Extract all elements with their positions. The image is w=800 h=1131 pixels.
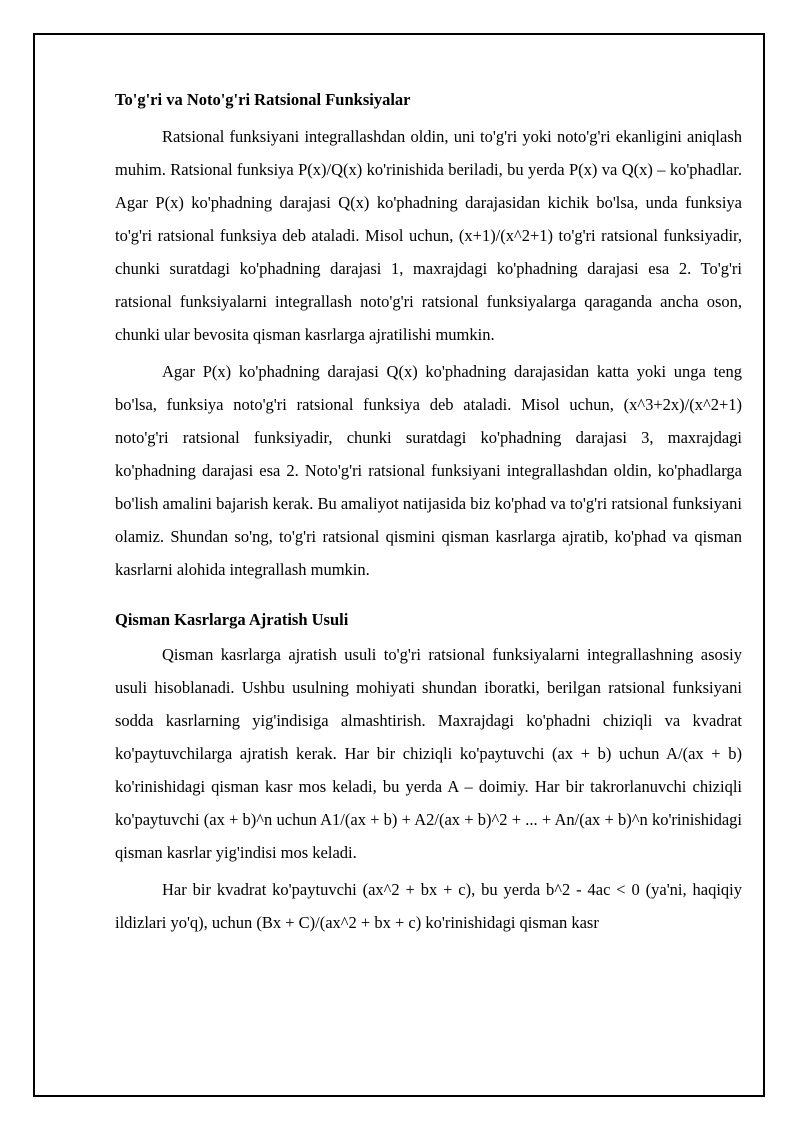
paragraph-quadratic-factor: Har bir kvadrat ko'paytuvchi (ax^2 + bx + c), bu yerda b^2 - 4ac < 0 (ya'ni, haqiqiy ildizlari yo'q), uchun (Bx + C)/(ax^2 + bx + c) ko'rinishidagi qisman kasr (115, 880, 742, 932)
paragraph-improper-rational: Agar P(x) ko'phadning darajasi Q(x) ko'phadning darajasidan katta yoki unga teng bo'lsa, funksiya noto'g'ri ratsional funksiya deb ataladi. Misol uchun, (x^3+2x)/(x^2+1) noto'g'ri ratsional funksiyadir, chunki suratdagi ko'phadning darajasi 3, maxrajdagi ko'phadning darajasi esa 2. Noto'g'ri ratsional funksiyani integrallashdan oldin, ko'phadlarga bo'lish amalini bajarish kerak. Bu amaliyot natijasida biz ko'phad va to'g'ri ratsional funksiyani olamiz. Shundan so'ng, to'g'ri ratsional qismini qisman kasrlarga ajratib, ko'phad va qisman kasrlarni alohida integrallash mumkin. (115, 362, 742, 579)
paragraph-partial-fractions-method: Qisman kasrlarga ajratish usuli to'g'ri ratsional funksiyalarni integrallashning asosiy usuli hisoblanadi. Ushbu usulning mohiyati shundan iboratki, berilgan ratsional funksiyani sodda kasrlarning yig'indisiga almashtirish. Maxrajdagi ko'phadni chiziqli va kvadrat ko'paytuvchilarga ajratish kerak. Har bir chiziqli ko'paytuvchi (ax + b) uchun A/(ax + b) ko'rinishidagi qisman kasr mos keladi, bu yerda A – doimiy. Har bir takrorlanuvchi chiziqli ko'paytuvchi (ax + b)^n uchun A1/(ax + b) + A2/(ax + b)^2 + ... + An/(ax + b)^n ko'rinishidagi qisman kasrlar yig'indisi mos keladi. (115, 645, 742, 862)
section-heading-partial-fractions: Qisman Kasrlarga Ajratish Usuli (115, 610, 349, 629)
section-heading-proper-improper: To'g'ri va Noto'g'ri Ratsional Funksiyalar (115, 90, 411, 109)
paragraph-proper-rational: Ratsional funksiyani integrallashdan oldin, uni to'g'ri yoki noto'g'ri ekanligini aniqlash muhim. Ratsional funksiya P(x)/Q(x) ko'rinishida beriladi, bu yerda P(x) va Q(x) – ko'phadlar. Agar P(x) ko'phadning darajasi Q(x) ko'phadning darajasidan kichik bo'lsa, unda funksiya to'g'ri ratsional funksiya deb ataladi. Misol uchun, (x+1)/(x^2+1) to'g'ri ratsional funksiyadir, chunki suratdagi ko'phadning darajasi 1, maxrajdagi ko'phadning darajasi esa 2. To'g'ri ratsional funksiyalarni integrallash noto'g'ri ratsional funksiyalarga qaraganda ancha oson, chunki ular bevosita qisman kasrlarga ajratilishi mumkin. (115, 127, 742, 344)
document-body (115, 86, 742, 943)
